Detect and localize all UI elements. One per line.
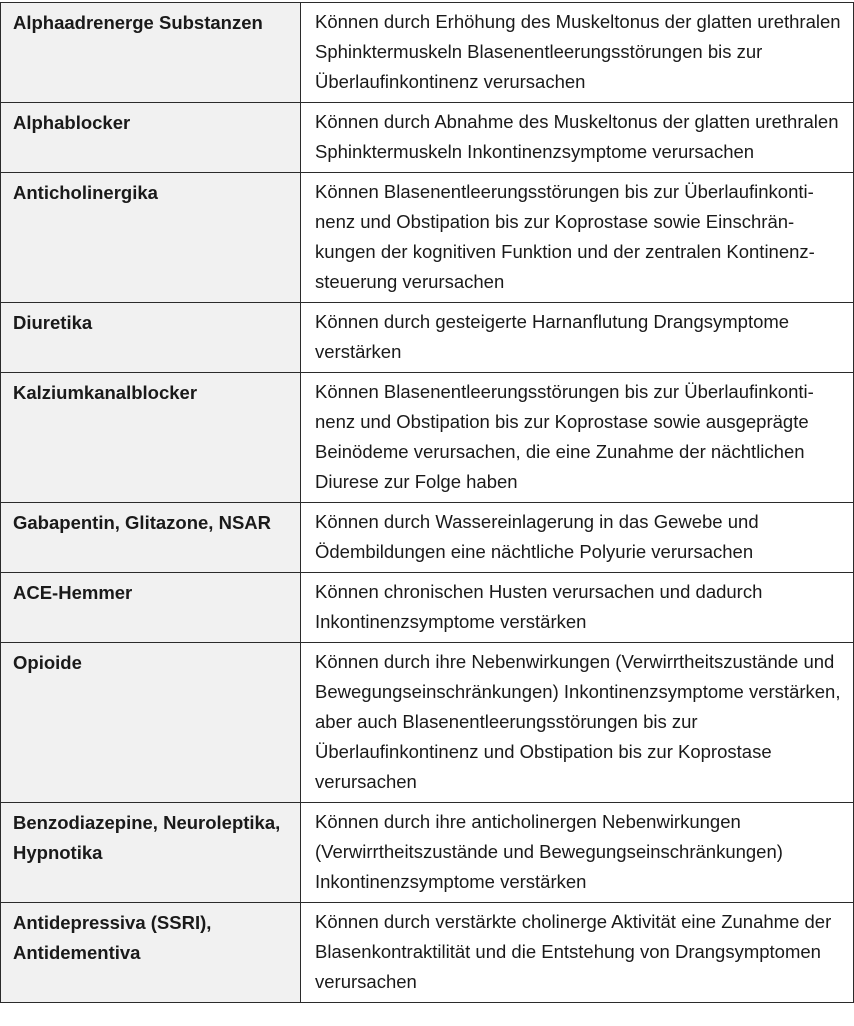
effect-cell: Können Blasenentleerungsstörungen bis zur Überlaufinkontinenz und Obstipation bis zur Koprostase sowie ausgeprägte Beinödeme verursachen, die eine Zunahme der nächtlichen Diurese zur Folge haben	[301, 373, 854, 503]
effect-cell: Können durch verstärkte cholinerge Aktivität eine Zunahme der Blasenkontraktilität und die Entstehung von Drangsymptomen verursachen	[301, 903, 854, 1003]
substance-cell: Kalziumkanalblocker	[1, 373, 301, 503]
table-row	[1, 303, 854, 373]
drug-effects-table	[0, 2, 854, 1003]
effect-cell: Können durch Erhöhung des Muskeltonus der glatten urethralen Sphinktermuskeln Blasenentleerungsstörungen bis zur Überlaufinkontinenz verursachen	[301, 3, 854, 103]
effect-cell: Können durch ihre Nebenwirkungen (Verwirrtheitszustände und Bewegungseinschränkungen) Inkontinenzsymptome verstärken, aber auch Blasenentleerungsstörungen bis zur Überlaufinkontinenz und Obstipation bis zur Koprostase verursachen	[301, 643, 854, 803]
substance-cell: Antidepressiva (SSRI), Antidementiva	[1, 903, 301, 1003]
substance-cell: Alphablocker	[1, 103, 301, 173]
substance-cell: Gabapentin, Glitazone, NSAR	[1, 503, 301, 573]
effect-cell: Können durch Abnahme des Muskeltonus der glatten urethralen Sphinktermuskeln Inkontinenzsymptome verursachen	[301, 103, 854, 173]
table-row	[1, 103, 854, 173]
table-row	[1, 173, 854, 303]
effect-cell: Können durch gesteigerte Harnanflutung Drangsymptome verstärken	[301, 303, 854, 373]
effect-cell: Können Blasenentleerungsstörungen bis zur Überlaufinkontinenz und Obstipation bis zur Koprostase sowie Einschränkungen der kognitiven Funktion und der zentralen Kontinenzsteuerung verursachen	[301, 173, 854, 303]
substance-cell: Diuretika	[1, 303, 301, 373]
substance-cell: Anticholinergika	[1, 173, 301, 303]
substance-cell: Opioide	[1, 643, 301, 803]
effect-cell: Können durch ihre anticholinergen Nebenwirkungen (Verwirrtheitszustände und Bewegungseinschränkungen) Inkontinenzsymptome verstärken	[301, 803, 854, 903]
table-row	[1, 643, 854, 803]
substance-cell: Benzodiazepine, Neuroleptika, Hypnotika	[1, 803, 301, 903]
effect-cell: Können durch Wassereinlagerung in das Gewebe und Ödembildungen eine nächtliche Polyurie verursachen	[301, 503, 854, 573]
substance-cell: Alphaadrenerge Substanzen	[1, 3, 301, 103]
substance-cell: ACE-Hemmer	[1, 573, 301, 643]
table-row	[1, 503, 854, 573]
table-row	[1, 373, 854, 503]
effect-cell: Können chronischen Husten verursachen und dadurch Inkontinenzsymptome verstärken	[301, 573, 854, 643]
table-row	[1, 3, 854, 103]
table-row	[1, 573, 854, 643]
table-row	[1, 903, 854, 1003]
table-row	[1, 803, 854, 903]
